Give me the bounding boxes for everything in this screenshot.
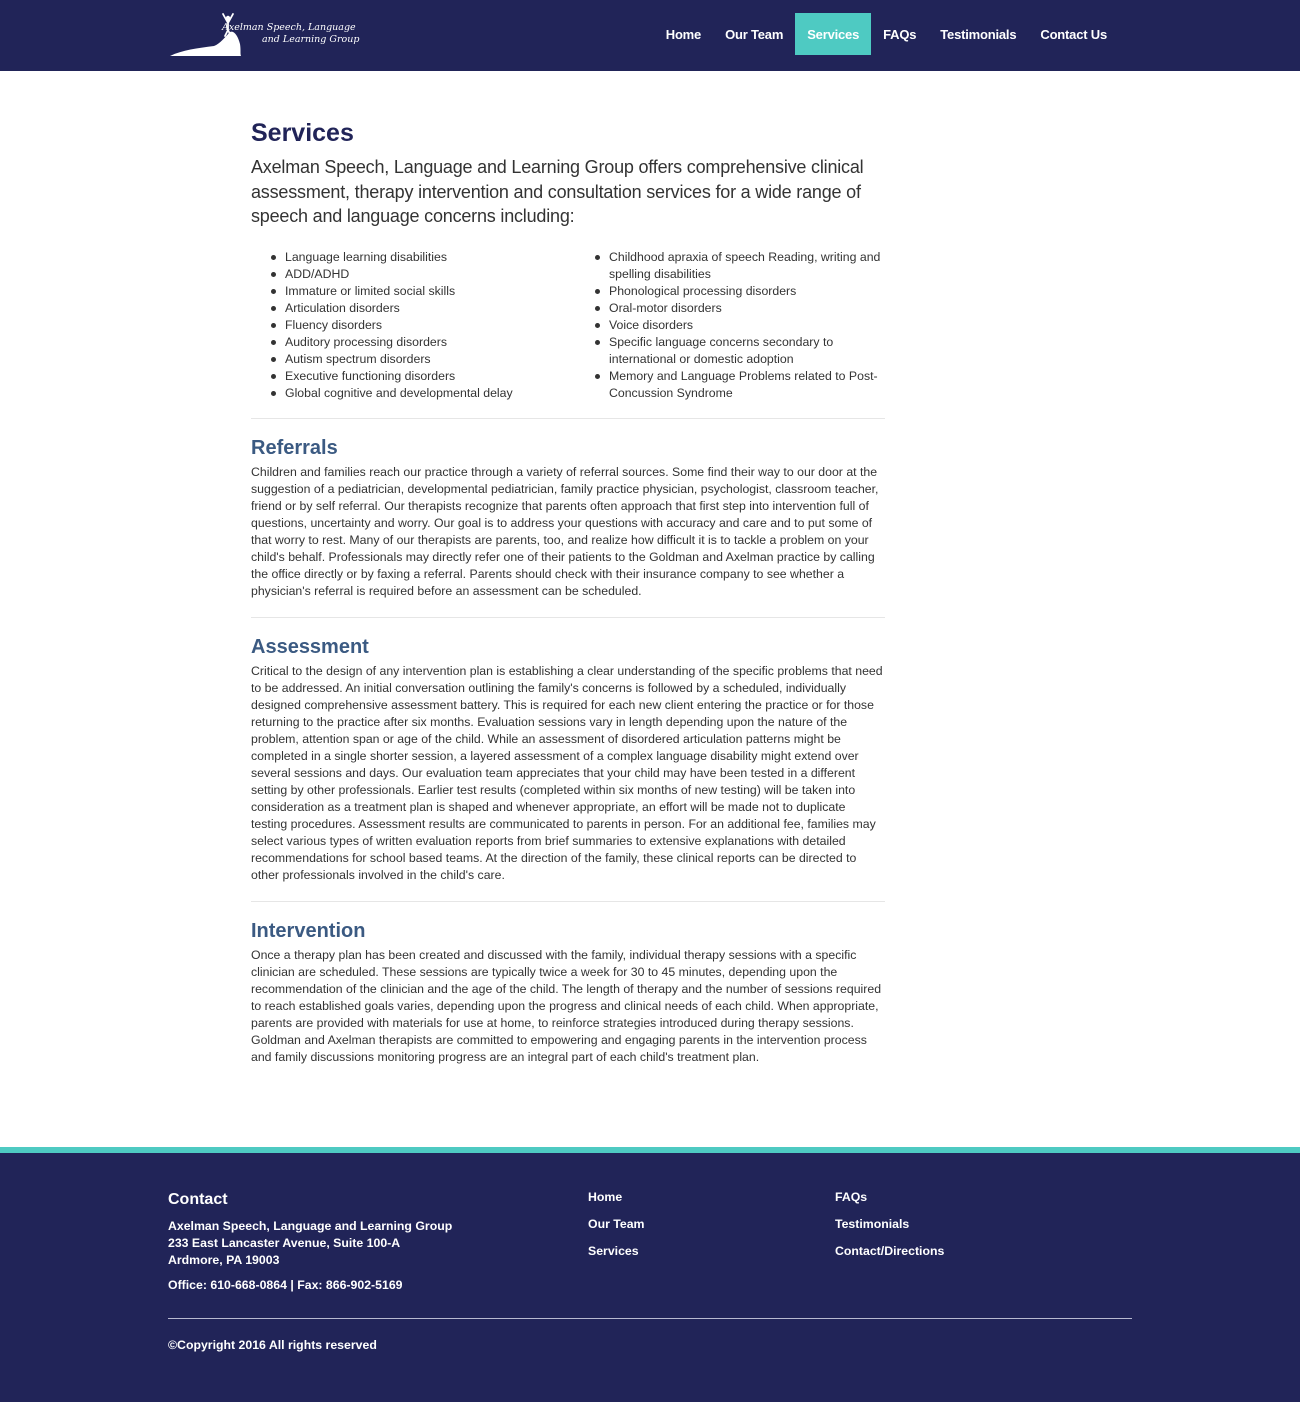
list-item: Childhood apraxia of speech Reading, writing and spelling disabilities [595,249,885,283]
nav-testimonials[interactable]: Testimonials [940,26,1017,42]
list-item: Auditory processing disorders [271,334,581,351]
footer-phone-fax: Office: 610-668-0864 | Fax: 866-902-5169 [168,1278,403,1292]
section-title-referrals: Referrals [251,436,338,459]
site-footer [0,1153,1300,1402]
nav-faqs[interactable]: FAQs [883,26,917,42]
list-item: Voice disorders [595,317,885,334]
footer-link-our-team[interactable]: Our Team [588,1217,645,1231]
logo-text [222,22,359,46]
list-item: Executive functioning disorders [271,368,581,385]
section-title-intervention: Intervention [251,919,366,942]
nav-contact-us[interactable]: Contact Us [1040,26,1107,42]
footer-link-faqs[interactable]: FAQs [835,1190,868,1204]
list-item: Immature or limited social skills [271,283,581,300]
section-assessment [251,635,885,884]
services-list-left [251,249,581,402]
list-item: Global cognitive and developmental delay [271,385,581,402]
list-item: Articulation disorders [271,300,581,317]
footer-link-home[interactable]: Home [588,1190,623,1204]
logo-line-1: Axelman Speech, Language [222,22,356,33]
footer-city: Ardmore, PA 19003 [168,1253,280,1267]
footer-address [168,1218,452,1269]
logo-line-2: and Learning Group [262,34,360,45]
footer-street: 233 East Lancaster Avenue, Suite 100-A [168,1236,401,1250]
section-body-referrals: Children and families reach our practice through a variety of referral sources. Some find their way to our door at the suggestion of a pediatrician, developmental pediatrician, family practice physician, psychologist, classroom teacher, friend or by self referral. Our therapists recognize that parents often approach that first step into intervention full of questions, uncertainty and worry. Our goal is to address your questions with accuracy and care and to put some of that worry to rest. Many of our therapists are parents, too, and realize how difficult it is to tackle a problem on your child's behalf. Professionals may directly refer one of their patients to the Goldman and Axelman practice by calling the office directly or by faxing a referral. Parents should check with their insurance company to see whether a physician's referral is required before an assessment can be scheduled. [251,464,879,598]
list-item: Specific language concerns secondary to international or domestic adoption [595,334,885,368]
footer-links-col-2 [835,1189,944,1270]
section-divider [251,617,885,618]
list-item: Autism spectrum disorders [271,351,581,368]
footer-link-services[interactable]: Services [588,1244,639,1258]
services-lists [251,249,885,402]
services-list-right [581,249,885,402]
page-title: Services [251,119,354,147]
list-item: Fluency disorders [271,317,581,334]
list-item: Language learning disabilities [271,249,581,266]
section-divider [251,418,885,419]
footer-link-contact-directions[interactable]: Contact/Directions [835,1244,945,1258]
section-body-assessment: Critical to the design of any intervention plan is establishing a clear understanding of the specific problems that need to be addressed. An initial conversation outlining the family's concerns is followed by a scheduled, individually designed comprehensive assessment battery. This is required for each new client entering the practice or for those returning to the practice after six months. Evaluation sessions vary in length depending upon the nature of the problem, attention span or age of the child. While an assessment of disordered articulation patterns might be completed in a single shorter session, a layered assessment of a complex language disability might extend over several sessions and days. Our evaluation team appreciates that your child may have been tested in a different setting by other professionals. Earlier test results (completed within six months of new testing) will be taken into consideration as a treatment plan is shaped and whenever appropriate, an effort will be made not to duplicate testing procedures. Assessment results are communicated to parents in person. For an additional fee, families may select various types of written evaluation reports from brief summaries to extensive explanations with detailed recommendations for school based teams. At the direction of the family, these clinical reports can be directed to other professionals involved in the child's care. [251,663,883,882]
main-content [251,118,885,1066]
footer-contact-title: Contact [168,1191,228,1208]
section-title-assessment: Assessment [251,635,369,658]
section-body-intervention: Once a therapy plan has been created and discussed with the family, individual therapy sessions with a specific clinician are scheduled. These sessions are typically twice a week for 30 to 45 minutes, depending upon the recommendation of the clinician and the age of the child. The length of therapy and the number of sessions required to reach established goals varies, depending upon the progress and clinical needs of each child. When appropriate, parents are provided with materials for use at home, to reinforce strategies introduced during therapy sessions. Goldman and Axelman therapists are committed to empowering and engaging parents in the intervention process and family discussions monitoring progress are an integral part of each child's treatment plan. [251,947,882,1064]
footer-link-testimonials[interactable]: Testimonials [835,1217,910,1231]
copyright-text: ©Copyright 2016 All rights reserved [168,1338,377,1352]
footer-divider [168,1318,1132,1319]
nav-our-team[interactable]: Our Team [725,26,784,42]
intro-lead: Axelman Speech, Language and Learning Group offers comprehensive clinical assessment, therapy intervention and consultation services for a wide range of speech and language concerns including: [251,157,864,226]
nav-home[interactable]: Home [665,26,702,42]
section-referrals [251,436,885,600]
footer-org-name: Axelman Speech, Language and Learning Group [168,1219,453,1233]
section-intervention [251,919,885,1066]
site-logo[interactable] [168,10,358,60]
list-item: Phonological processing disorders [595,283,885,300]
site-header [0,0,1300,71]
main-nav [654,13,1119,55]
section-divider [251,901,885,902]
nav-services[interactable]: Services [795,13,871,55]
list-item: ADD/ADHD [271,266,581,283]
list-item: Oral-motor disorders [595,300,885,317]
list-item: Memory and Language Problems related to Post-Concussion Syndrome [595,368,885,402]
footer-links-col-1 [588,1189,645,1270]
